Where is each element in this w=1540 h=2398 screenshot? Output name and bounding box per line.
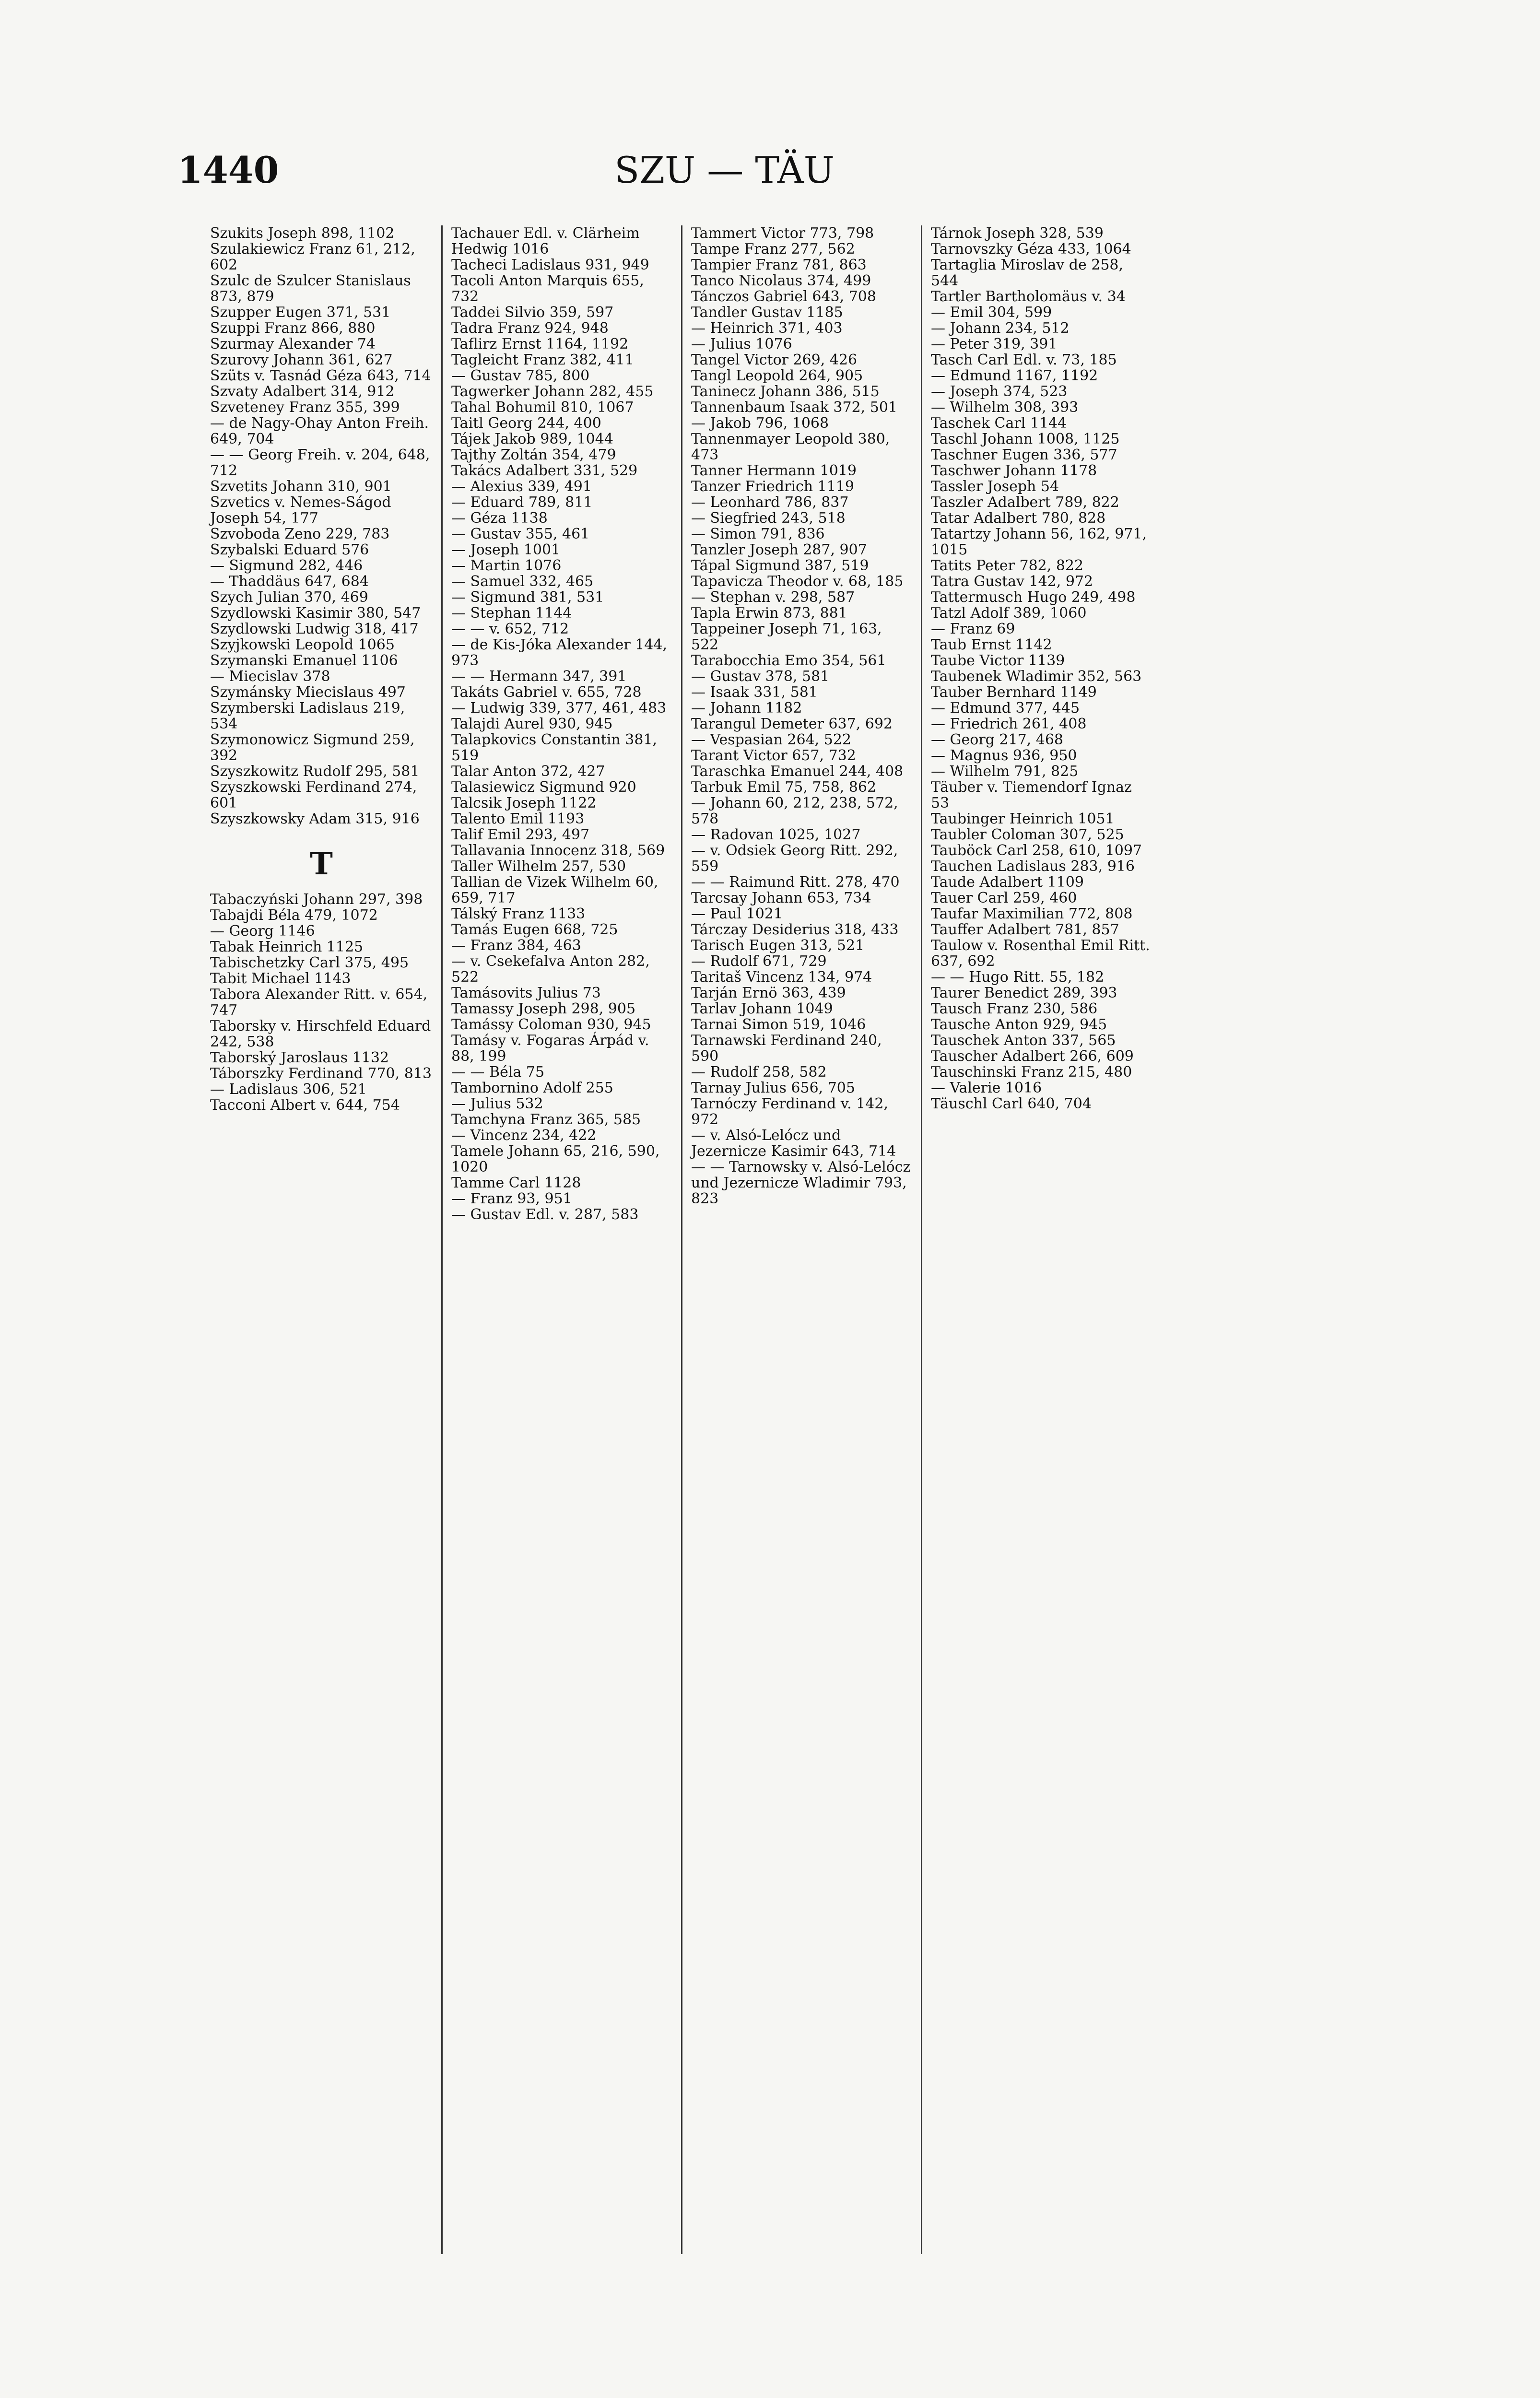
index-entry: — Ludwig 339, 377, 461, 483	[451, 700, 667, 717]
index-entry: Szuppi Franz 866, 880	[210, 320, 376, 337]
index-entry: — Gustav 355, 461	[451, 526, 590, 542]
index-entry: — Julius 532	[451, 1095, 543, 1112]
index-entry: — Edmund 377, 445	[931, 700, 1080, 717]
page-header	[177, 149, 1271, 206]
index-entry: Tannenbaum Isaak 372, 501	[691, 399, 898, 416]
index-entry: — — Béla 75	[451, 1064, 545, 1081]
index-entry: Taritaš Vincenz 134, 974	[691, 969, 872, 986]
index-entry: — Stephan 1144	[451, 605, 572, 622]
index-entry: Tandler Gustav 1185	[691, 304, 843, 321]
index-entry: — Johann 60, 212, 238, 572, 578	[691, 795, 903, 827]
index-entry: Tabit Michael 1143	[210, 970, 351, 987]
index-entry: — Heinrich 371, 403	[691, 320, 843, 337]
index-entry: — Paul 1021	[691, 905, 783, 922]
index-entry: Tahal Bohumil 810, 1067	[451, 399, 634, 416]
index-entry: Taubenek Wladimir 352, 563	[931, 668, 1142, 685]
index-entry: Tasch Carl Edl. v. 73, 185	[931, 352, 1117, 368]
index-entry: Tattermusch Hugo 249, 498	[931, 589, 1136, 606]
index-entry: Taufar Maximilian 772, 808	[931, 905, 1133, 922]
index-entry: Taborsky v. Hirschfeld Eduard 242, 538	[210, 1018, 435, 1050]
index-entry: — Leonhard 786, 837	[691, 494, 849, 511]
index-entry: Tarnay Julius 656, 705	[691, 1080, 855, 1096]
index-entry: Tabischetzky Carl 375, 495	[210, 954, 409, 971]
index-entry: Taflirz Ernst 1164, 1192	[451, 336, 629, 353]
column-1	[201, 225, 441, 2254]
index-entry: Tammert Victor 773, 798	[691, 225, 874, 242]
index-entry: Taller Wilhelm 257, 530	[451, 858, 626, 875]
index-entry: Szurovy Johann 361, 627	[210, 352, 393, 368]
index-entry: Taschwer Johann 1178	[931, 462, 1097, 479]
index-entry: Tarcsay Johann 653, 734	[691, 890, 871, 906]
index-entry: Tatar Adalbert 780, 828	[931, 510, 1106, 527]
index-entry: Tanco Nicolaus 374, 499	[691, 272, 871, 289]
index-entry: Tabaczyński Johann 297, 398	[210, 891, 423, 908]
column-3	[681, 225, 921, 2254]
index-entry: Szulc de Szulcer Stanislaus 873, 879	[210, 272, 416, 305]
index-entry: Tauchen Ladislaus 283, 916	[931, 858, 1135, 875]
index-entry: Tabajdi Béla 479, 1072	[210, 907, 378, 924]
index-entry: — Rudolf 258, 582	[691, 1064, 827, 1081]
index-entry: Taulow v. Rosenthal Emil Ritt. 637, 692	[931, 937, 1155, 970]
index-entry: — Edmund 1167, 1192	[931, 367, 1098, 384]
index-entry: — Radovan 1025, 1027	[691, 826, 861, 843]
index-entry: Tatzl Adolf 389, 1060	[931, 605, 1087, 622]
index-entry: Taude Adalbert 1109	[931, 874, 1084, 891]
index-entry: — Thaddäus 647, 684	[210, 573, 369, 590]
index-entry: Tachauer Edl. v. Clärheim Hedwig 1016	[451, 225, 645, 258]
index-entry: Taschner Eugen 336, 577	[931, 447, 1117, 463]
index-entry: Szyszkowsky Adam 315, 916	[210, 811, 420, 827]
index-entry: Tagwerker Johann 282, 455	[451, 383, 654, 400]
index-entry: Talcsik Joseph 1122	[451, 795, 597, 811]
index-entry: Tanzler Joseph 287, 907	[691, 541, 867, 558]
index-entry: — Eduard 789, 811	[451, 494, 593, 511]
index-entry: — — Hermann 347, 391	[451, 668, 627, 685]
index-entry: Tápal Sigmund 387, 519	[691, 557, 869, 574]
index-entry: Tarant Victor 657, 732	[691, 747, 856, 764]
index-entry: Tarabocchia Emo 354, 561	[691, 652, 886, 669]
index-entry: Tauschek Anton 337, 565	[931, 1032, 1116, 1049]
index-entry: Szymonowicz Sigmund 259, 392	[210, 731, 420, 764]
index-entry: Talapkovics Constantin 381, 519	[451, 731, 662, 764]
index-entry: — Jakob 796, 1068	[691, 415, 829, 432]
index-entry: Szymanski Emanuel 1106	[210, 652, 398, 669]
index-entry: Taubler Coloman 307, 525	[931, 826, 1124, 843]
index-entry: — de Kis-Jóka Alexander 144, 973	[451, 636, 672, 669]
index-entry: Talento Emil 1193	[451, 811, 585, 827]
index-entry: — Gustav 378, 581	[691, 668, 830, 685]
index-entry: Taninecz Johann 386, 515	[691, 383, 880, 400]
column-2	[441, 225, 681, 2254]
index-entry: — Miecislav 378	[210, 668, 330, 685]
index-entry: Tamassy Joseph 298, 905	[451, 1000, 636, 1017]
index-entry: Szukits Joseph 898, 1102	[210, 225, 395, 242]
index-entry: Tauschinski Franz 215, 480	[931, 1064, 1132, 1081]
index-entry: Taschek Carl 1144	[931, 415, 1067, 432]
index-entry: Tarisch Eugen 313, 521	[691, 937, 865, 954]
index-entry: — Géza 1138	[451, 510, 548, 527]
index-entry: Tajthy Zoltán 354, 479	[451, 447, 616, 463]
index-entry: Szybalski Eduard 576	[210, 541, 369, 558]
index-entry: Tárczay Desiderius 318, 433	[691, 921, 899, 938]
index-entry: Tatartzy Johann 56, 162, 971, 1015	[931, 526, 1152, 558]
index-entry: Szupper Eugen 371, 531	[210, 304, 391, 321]
index-entry: Tapavicza Theodor v. 68, 185	[691, 573, 904, 590]
index-entry: — Rudolf 671, 729	[691, 953, 827, 970]
index-entry: — Julius 1076	[691, 336, 792, 353]
index-entry: Tausche Anton 929, 945	[931, 1016, 1107, 1033]
index-entry: — Georg 217, 468	[931, 731, 1063, 748]
index-entry: Tájek Jakob 989, 1044	[451, 431, 613, 447]
index-entry: — Valerie 1016	[931, 1080, 1042, 1096]
running-head: SZU — TÄU	[614, 149, 835, 191]
index-entry: — — Raimund Ritt. 278, 470	[691, 874, 900, 891]
index-entry: Taborský Jaroslaus 1132	[210, 1049, 389, 1066]
index-entry: — v. Alsó-Lelócz und Jezernicze Kasimir 643, 714	[691, 1127, 896, 1160]
index-entry: Tarnai Simon 519, 1046	[691, 1016, 866, 1033]
index-entry: Tausch Franz 230, 586	[931, 1000, 1098, 1017]
index-entry: Szvetics v. Nemes-Ságod Joseph 54, 177	[210, 494, 396, 527]
index-entry: — Wilhelm 308, 393	[931, 399, 1079, 416]
index-entry: Tacoli Anton Marquis 655, 732	[451, 272, 649, 305]
index-entry: Tarbuk Emil 75, 758, 862	[691, 779, 877, 796]
index-entry: Taraschka Emanuel 244, 408	[691, 763, 904, 780]
index-entry: — Wilhelm 791, 825	[931, 763, 1079, 780]
index-entry: Tacheci Ladislaus 931, 949	[451, 257, 649, 273]
index-entry: — — Tarnowsky v. Alsó-Lelócz und Jezernicze Wladimir 793, 823	[691, 1159, 915, 1207]
index-entry: — Isaak 331, 581	[691, 684, 818, 701]
index-entry: — Friedrich 261, 408	[931, 716, 1087, 732]
index-entry: — Sigmund 282, 446	[210, 557, 363, 574]
index-entry: — de Nagy-Ohay Anton Freih. 649, 704	[210, 415, 434, 447]
index-entry: — v. Csekefalva Anton 282, 522	[451, 953, 655, 986]
index-entry: Tadra Franz 924, 948	[451, 320, 609, 337]
index-entry: Tacconi Albert v. 644, 754	[210, 1097, 400, 1114]
index-entry: Tamásovits Julius 73	[451, 985, 601, 1001]
index-entry: Tarján Ernö 363, 439	[691, 985, 846, 1001]
index-entry: Tallavania Innocenz 318, 569	[451, 842, 665, 859]
index-entry: Talasiewicz Sigmund 920	[451, 779, 636, 796]
index-entry: Tamme Carl 1128	[451, 1175, 581, 1191]
index-entry: — Gustav Edl. v. 287, 583	[451, 1206, 639, 1223]
index-entry: Tassler Joseph 54	[931, 478, 1059, 495]
index-entry: Tamás Eugen 668, 725	[451, 921, 618, 938]
index-entry: Tartler Bartholomäus v. 34	[931, 288, 1126, 305]
index-entry: Szyjkowski Leopold 1065	[210, 636, 395, 653]
index-entry: — Joseph 1001	[451, 541, 561, 558]
index-entry: — — v. 652, 712	[451, 621, 569, 637]
index-entry: Tatra Gustav 142, 972	[931, 573, 1093, 590]
index-entry: Täuber v. Tiemendorf Ignaz 53	[931, 779, 1137, 811]
index-entry: Taschl Johann 1008, 1125	[931, 431, 1120, 447]
column-4	[921, 225, 1161, 2254]
index-entry: Szulakiewicz Franz 61, 212, 602	[210, 241, 420, 273]
index-entry: Taube Victor 1139	[931, 652, 1065, 669]
index-entry: Tambornino Adolf 255	[451, 1080, 613, 1096]
index-entry: — Peter 319, 391	[931, 336, 1058, 353]
index-entry: — Johann 1182	[691, 700, 802, 717]
index-entry: Tatits Peter 782, 822	[931, 557, 1084, 574]
index-entry: Takács Adalbert 331, 529	[451, 462, 638, 479]
index-entry: — Alexius 339, 491	[451, 478, 592, 495]
index-entry: — Magnus 936, 950	[931, 747, 1077, 764]
index-entry: Szyszkowitz Rudolf 295, 581	[210, 763, 420, 780]
index-entry: Tannenmayer Leopold 380, 473	[691, 431, 894, 463]
index-entry: Szvoboda Zeno 229, 783	[210, 526, 390, 542]
index-entry: — Stephan v. 298, 587	[691, 589, 855, 606]
index-entry: Tapla Erwin 873, 881	[691, 605, 847, 622]
index-entry: — v. Odsiek Georg Ritt. 292, 559	[691, 842, 903, 875]
index-entry: Szüts v. Tasnád Géza 643, 714	[210, 367, 431, 384]
index-entry: Táborszky Ferdinand 770, 813	[210, 1065, 432, 1082]
index-entry: Szvetits Johann 310, 901	[210, 478, 392, 495]
index-entry: Szydlowski Ludwig 318, 417	[210, 621, 419, 637]
index-entry: Tamássy Coloman 930, 945	[451, 1016, 651, 1033]
index-entry: Tallian de Vizek Wilhelm 60, 659, 717	[451, 874, 663, 906]
index-entry: — Franz 93, 951	[451, 1190, 572, 1207]
index-entry: Tauer Carl 259, 460	[931, 890, 1077, 906]
index-entry: Tappeiner Joseph 71, 163, 522	[691, 621, 887, 653]
index-entry: Taszler Adalbert 789, 822	[931, 494, 1119, 511]
index-entry: Szydlowski Kasimir 380, 547	[210, 605, 421, 622]
index-entry: Tauböck Carl 258, 610, 1097	[931, 842, 1142, 859]
index-columns	[201, 225, 1161, 2254]
index-entry: Tangel Victor 269, 426	[691, 352, 858, 368]
index-entry: Tauscher Adalbert 266, 609	[931, 1048, 1134, 1065]
index-entry: Tarnóczy Ferdinand v. 142, 972	[691, 1095, 893, 1128]
index-entry: Taitl Georg 244, 400	[451, 415, 601, 432]
index-entry: Tarnawski Ferdinand 240, 590	[691, 1032, 887, 1065]
index-entry: — Samuel 332, 465	[451, 573, 594, 590]
index-entry: Tangl Leopold 264, 905	[691, 367, 863, 384]
section-letter: T	[310, 846, 333, 882]
index-entry: Tamchyna Franz 365, 585	[451, 1111, 641, 1128]
index-entry: — Emil 304, 599	[931, 304, 1052, 321]
index-entry: Tánczos Gabriel 643, 708	[691, 288, 876, 305]
index-entry: Tampier Franz 781, 863	[691, 257, 867, 273]
index-entry: Tarangul Demeter 637, 692	[691, 716, 893, 732]
index-entry: Tauber Bernhard 1149	[931, 684, 1097, 701]
index-entry: Szych Julian 370, 469	[210, 589, 368, 606]
index-entry: Szveteney Franz 355, 399	[210, 399, 400, 416]
index-entry: — Simon 791, 836	[691, 526, 825, 542]
index-entry: — Sigmund 381, 531	[451, 589, 604, 606]
index-entry: Tartaglia Miroslav de 258, 544	[931, 257, 1128, 289]
index-entry: Szymánsky Miecislaus 497	[210, 684, 406, 701]
index-entry: Tarlav Johann 1049	[691, 1000, 833, 1017]
index-entry: Talif Emil 293, 497	[451, 826, 590, 843]
index-entry: — Joseph 374, 523	[931, 383, 1068, 400]
index-entry: — Georg 1146	[210, 923, 315, 940]
index-entry: — — Georg Freih. v. 204, 648, 712	[210, 447, 435, 479]
page-number: 1440	[177, 149, 279, 191]
index-entry: — Johann 234, 512	[931, 320, 1070, 337]
index-entry: Talajdi Aurel 930, 945	[451, 716, 613, 732]
index-entry: Tabora Alexander Ritt. v. 654, 747	[210, 986, 432, 1019]
index-entry: Tauffer Adalbert 781, 857	[931, 921, 1119, 938]
index-entry: Taddei Silvio 359, 597	[451, 304, 614, 321]
index-entry: Takáts Gabriel v. 655, 728	[451, 684, 642, 701]
index-entry: Talar Anton 372, 427	[451, 763, 605, 780]
index-entry: — — Hugo Ritt. 55, 182	[931, 969, 1105, 986]
index-entry: Tálský Franz 1133	[451, 905, 586, 922]
index-entry: Tamele Johann 65, 216, 590, 1020	[451, 1143, 665, 1175]
index-entry: — Ladislaus 306, 521	[210, 1081, 367, 1098]
index-entry: Taub Ernst 1142	[931, 636, 1052, 653]
index-entry: Tárnok Joseph 328, 539	[931, 225, 1104, 242]
index-entry: Tarnovszky Géza 433, 1064	[931, 241, 1131, 258]
index-entry: — Vincenz 234, 422	[451, 1127, 597, 1144]
index-entry: — Martin 1076	[451, 557, 562, 574]
index-entry: Taurer Benedict 289, 393	[931, 985, 1117, 1001]
index-entry: Tagleicht Franz 382, 411	[451, 352, 634, 368]
index-entry: Tanzer Friedrich 1119	[691, 478, 854, 495]
index-entry: Szyszkowski Ferdinand 274, 601	[210, 779, 422, 811]
index-entry: — Franz 69	[931, 621, 1015, 637]
index-entry: Tamásy v. Fogaras Árpád v. 88, 199	[451, 1032, 654, 1065]
index-entry: — Siegfried 243, 518	[691, 510, 846, 527]
index-entry: — Vespasian 264, 522	[691, 731, 852, 748]
index-entry: Szymberski Ladislaus 219, 534	[210, 700, 410, 732]
index-entry: Taubinger Heinrich 1051	[931, 811, 1115, 827]
index-entry: Tabak Heinrich 1125	[210, 939, 364, 955]
index-entry: Tanner Hermann 1019	[691, 462, 857, 479]
index-entry: — Franz 384, 463	[451, 937, 581, 954]
index-entry: Tampe Franz 277, 562	[691, 241, 855, 258]
index-entry: Szurmay Alexander 74	[210, 336, 376, 353]
index-entry: — Gustav 785, 800	[451, 367, 590, 384]
index-entry: Täuschl Carl 640, 704	[931, 1095, 1092, 1112]
index-entry: Szvaty Adalbert 314, 912	[210, 383, 395, 400]
